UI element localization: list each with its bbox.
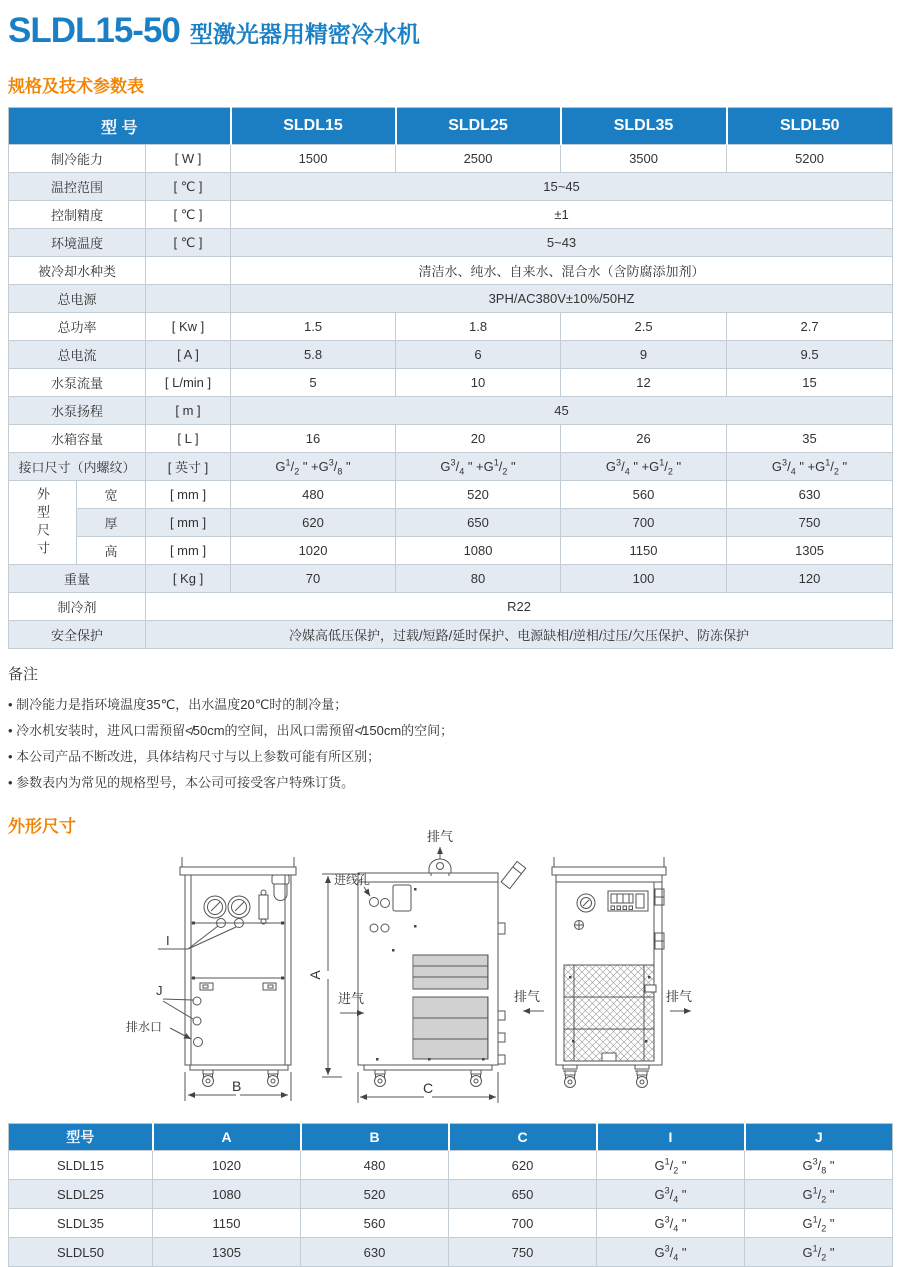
row-unit (146, 285, 231, 313)
cell: $G^3/_4$ " (597, 1209, 745, 1238)
cell: SLDL15 (9, 1151, 153, 1180)
cell: SLDL50 (9, 1238, 153, 1267)
cell: 45 (231, 397, 893, 425)
cell: 70 (231, 565, 396, 593)
dim-c-label: C (423, 1080, 434, 1096)
cell: SLDL35 (9, 1209, 153, 1238)
cell: 1080 (153, 1180, 301, 1209)
cell: $G^3/_4$ " (597, 1180, 745, 1209)
cell: 100 (561, 565, 727, 593)
row-unit: [ Kw ] (146, 313, 231, 341)
cell: 1150 (153, 1209, 301, 1238)
cell: 冷媒高低压保护，过载/短路/延时保护、电源缺相/逆相/过压/欠压保护、防冻保护 (146, 621, 893, 649)
outline-drawing (8, 825, 892, 1121)
row-sublabel: 高 (77, 537, 146, 565)
notes-heading: 备注 (8, 666, 39, 683)
row-label: 控制精度 (9, 201, 146, 229)
back-view-drawing (158, 857, 296, 1101)
note-item: • 制冷能力是指环境温度35℃，出水温度20℃时的制冷量； (8, 692, 892, 718)
cell: 620 (449, 1151, 597, 1180)
dim-b-label: B (232, 1078, 242, 1094)
cell: 1.8 (396, 313, 561, 341)
spec-row-refrigerant (9, 593, 893, 621)
dim-header-row (9, 1124, 893, 1151)
cell: 560 (301, 1209, 449, 1238)
cell: R22 (146, 593, 893, 621)
cell: $G^3/_4$ " $+G^1/_2$ " (727, 453, 893, 481)
exhaust-top-label: 排气 (426, 829, 454, 844)
spec-row-port-size (9, 453, 893, 481)
cell: 2.7 (727, 313, 893, 341)
cell: 630 (727, 481, 893, 509)
page-title (8, 10, 892, 56)
row-unit: [ A ] (146, 341, 231, 369)
dim-header-a: A (153, 1124, 301, 1151)
cell: SLDL25 (9, 1180, 153, 1209)
row-unit: [ mm ] (146, 509, 231, 537)
dim-row-sldl25 (9, 1180, 893, 1209)
dim-header-i: I (597, 1124, 745, 1151)
title-model-code: SLDL15-50 (8, 11, 180, 50)
spec-row-ambient-temp (9, 229, 893, 257)
spec-row-pump-head (9, 397, 893, 425)
cell: 20 (396, 425, 561, 453)
cell: 120 (727, 565, 893, 593)
cell: 1.5 (231, 313, 396, 341)
dim-header-model: 型号 (9, 1124, 153, 1151)
row-unit: [ mm ] (146, 537, 231, 565)
cell: $G^3/_8$ " (745, 1151, 893, 1180)
spec-row-total-power (9, 313, 893, 341)
cell: 1020 (153, 1151, 301, 1180)
row-unit: [ mm ] (146, 481, 231, 509)
note-item: • 本公司产品不断改进，具体结构尺寸与以上参数可能有所区别； (8, 744, 892, 770)
cell: 清洁水、纯水、自来水、混合水（含防腐添加剂） (231, 257, 893, 285)
cell: 1500 (231, 145, 396, 173)
cell: 700 (561, 509, 727, 537)
row-label: 总功率 (9, 313, 146, 341)
cell: 650 (396, 509, 561, 537)
row-unit: [ ℃ ] (146, 229, 231, 257)
row-sublabel: 宽 (77, 481, 146, 509)
spec-row-pump-flow (9, 369, 893, 397)
cell: 560 (561, 481, 727, 509)
spec-header-row (9, 108, 893, 145)
cell: $G^1/_2$ " $+G^3/_8$ " (231, 453, 396, 481)
cell: $G^1/_2$ " (597, 1151, 745, 1180)
dim-j-label: J (156, 983, 163, 998)
exhaust-left-label: 排气 (514, 989, 541, 1004)
row-label: 被冷却水种类 (9, 257, 146, 285)
row-unit (146, 257, 231, 285)
row-unit: [ ℃ ] (146, 201, 231, 229)
cell: 5.8 (231, 341, 396, 369)
cell: 750 (449, 1238, 597, 1267)
spec-row-tank-capacity (9, 425, 893, 453)
row-label: 制冷能力 (9, 145, 146, 173)
spec-row-height (9, 537, 893, 565)
row-label: 重量 (9, 565, 146, 593)
cell: 9 (561, 341, 727, 369)
row-unit: [ Kg ] (146, 565, 231, 593)
cell: 15~45 (231, 173, 893, 201)
cell: 2.5 (561, 313, 727, 341)
spec-row-safety (9, 621, 893, 649)
title-suffix: 型激光器用精密冷水机 (189, 21, 420, 47)
cell: 16 (231, 425, 396, 453)
row-label: 总电源 (9, 285, 146, 313)
front-view-drawing (523, 857, 691, 1088)
row-sublabel: 厚 (77, 509, 146, 537)
row-label: 水泵流量 (9, 369, 146, 397)
cell: 26 (561, 425, 727, 453)
cell: 520 (301, 1180, 449, 1209)
dim-a-label: A (307, 970, 323, 980)
cell: 6 (396, 341, 561, 369)
dim-header-j: J (745, 1124, 893, 1151)
row-label: 环境温度 (9, 229, 146, 257)
cell: 1080 (396, 537, 561, 565)
cell: 2500 (396, 145, 561, 173)
spec-row-total-current (9, 341, 893, 369)
row-unit: [ L ] (146, 425, 231, 453)
spec-header-sldl35: SLDL35 (561, 108, 727, 145)
cell: 700 (449, 1209, 597, 1238)
dimensions-section-heading: 外形尺寸 (8, 817, 76, 836)
row-unit: [ L/min ] (146, 369, 231, 397)
cell: $G^1/_2$ " (745, 1209, 893, 1238)
dim-row-sldl35 (9, 1209, 893, 1238)
cell: 10 (396, 369, 561, 397)
dim-i-label: I (166, 933, 170, 948)
cell: $G^3/_4$ " (597, 1238, 745, 1267)
cell: 3500 (561, 145, 727, 173)
row-label: 温控范围 (9, 173, 146, 201)
spec-header-sldl15: SLDL15 (231, 108, 396, 145)
spec-header-sldl25: SLDL25 (396, 108, 561, 145)
spec-header-sldl50: SLDL50 (727, 108, 893, 145)
cell: 5200 (727, 145, 893, 173)
cell: 1305 (727, 537, 893, 565)
note-item: • 参数表内为常见的规格型号，本公司可接受客户特殊订货。 (8, 770, 892, 796)
dimension-table (8, 1123, 893, 1267)
cell: 15 (727, 369, 893, 397)
row-label: 总电流 (9, 341, 146, 369)
cell: 1305 (153, 1238, 301, 1267)
cell: $G^3/_4$ " $+G^1/_2$ " (396, 453, 561, 481)
row-unit: [ m ] (146, 397, 231, 425)
cell: ±1 (231, 201, 893, 229)
cell: $G^1/_2$ " (745, 1238, 893, 1267)
cell: 12 (561, 369, 727, 397)
spec-row-weight (9, 565, 893, 593)
spec-row-depth (9, 509, 893, 537)
cell: 9.5 (727, 341, 893, 369)
drain-outlet-label: 排水口 (126, 1020, 163, 1034)
cell: 5~43 (231, 229, 893, 257)
cell: 3PH/AC380V±10%/50HZ (231, 285, 893, 313)
row-label: 水箱容量 (9, 425, 146, 453)
cell: 750 (727, 509, 893, 537)
row-label: 水泵扬程 (9, 397, 146, 425)
note-item: • 冷水机安装时，进风口需预留≮50cm的空间，出风口需预留≮150cm的空间； (8, 718, 892, 744)
row-label: 安全保护 (9, 621, 146, 649)
spec-row-width (9, 481, 893, 509)
row-unit: [ ℃ ] (146, 173, 231, 201)
cell: 520 (396, 481, 561, 509)
cell: $G^3/_4$ " $+G^1/_2$ " (561, 453, 727, 481)
cell: 480 (231, 481, 396, 509)
row-unit: [ 英寸 ] (146, 453, 231, 481)
cell: 80 (396, 565, 561, 593)
dim-header-b: B (301, 1124, 449, 1151)
spec-header-corner: 型 号 (9, 108, 231, 145)
cell: 620 (231, 509, 396, 537)
row-label: 接口尺寸（内螺纹） (9, 453, 146, 481)
air-inlet-label: 进气 (338, 991, 365, 1006)
dim-row-sldl15 (9, 1151, 893, 1180)
row-unit: [ W ] (146, 145, 231, 173)
dim-header-c: C (449, 1124, 597, 1151)
specs-section-heading: 规格及技术参数表 (8, 77, 144, 96)
cell: 630 (301, 1238, 449, 1267)
wire-inlet-label: 进线孔 (334, 873, 371, 887)
exhaust-right-label: 排气 (666, 989, 693, 1004)
cell: 480 (301, 1151, 449, 1180)
cell: 5 (231, 369, 396, 397)
notes-section (8, 663, 892, 796)
cell: 1020 (231, 537, 396, 565)
row-label: 制冷剂 (9, 593, 146, 621)
spec-row-cooling-capacity (9, 145, 893, 173)
dim-row-sldl50 (9, 1238, 893, 1267)
spec-row-water-type (9, 257, 893, 285)
cell: 35 (727, 425, 893, 453)
spec-row-control-accuracy (9, 201, 893, 229)
spec-row-temp-range (9, 173, 893, 201)
cell: $G^1/_2$ " (745, 1180, 893, 1209)
spec-table (8, 107, 893, 649)
cell: 1150 (561, 537, 727, 565)
row-label-outline-dims: 外型尺寸 (9, 481, 77, 565)
cell: 650 (449, 1180, 597, 1209)
spec-row-power-supply (9, 285, 893, 313)
